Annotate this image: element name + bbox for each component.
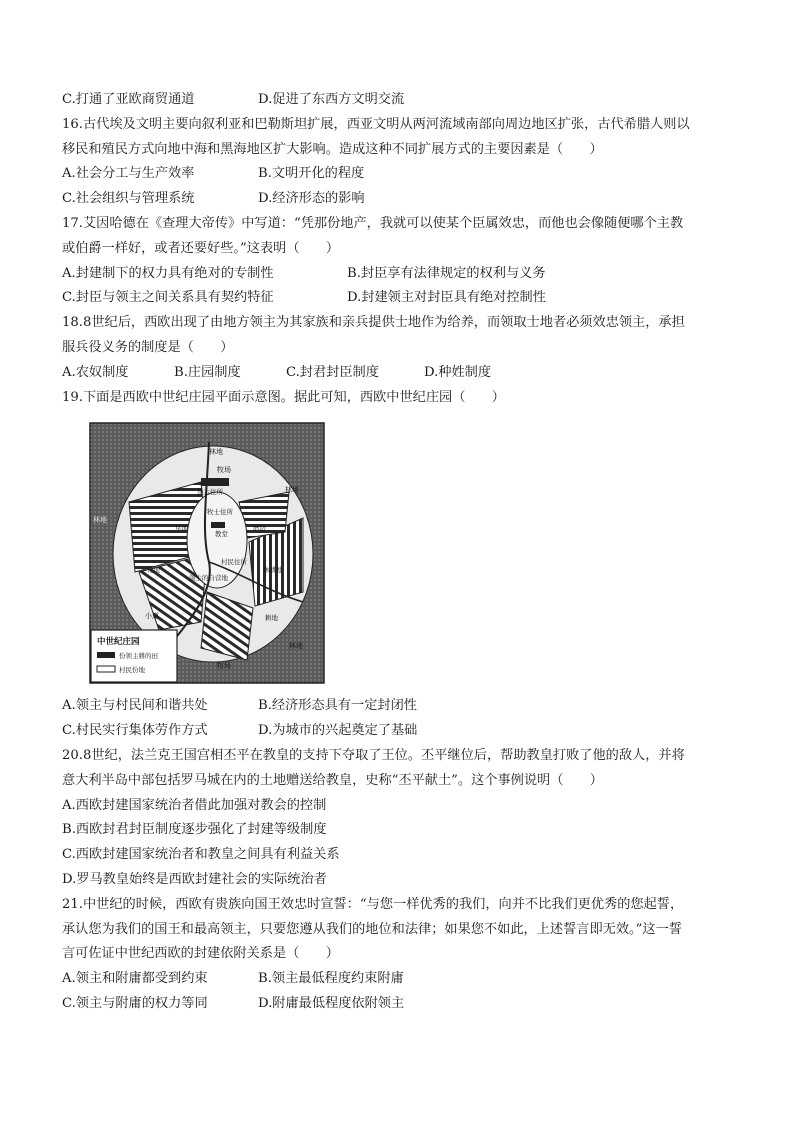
- q20-option-c[interactable]: C.西欧封建国家统治者和教皇之间具有利益关系: [62, 847, 340, 863]
- q20-stem-2: 意大利半岛中部包括罗马城在内的土地赠送给教皇，史称“丕平献土”。这个事例说明（ ）: [62, 772, 603, 788]
- legend-lord-swatch: [97, 652, 115, 658]
- q17-option-c[interactable]: C.封臣与领主之间关系具有契约特征: [62, 290, 274, 306]
- q19-option-c[interactable]: C.村民实行集体劳作方式: [62, 723, 208, 739]
- q16-stem-2: 移民和殖民方式向地中海和黑海地区扩大影响。造成这种不同扩展方式的主要因素是（ ）: [62, 141, 603, 157]
- q18-option-b[interactable]: B.庄园制度: [174, 364, 241, 380]
- label-church: 教堂: [215, 530, 228, 539]
- q20-stem-1: 20.8世纪，法兰克王国宫相丕平在教皇的支持下夺取了王位。丕平继位后，帮助教皇打败了他的敌人，并将: [62, 747, 685, 763]
- q17-option-b[interactable]: B.封臣享有法律规定的权利与义务: [347, 265, 546, 281]
- q17-option-a[interactable]: A.封建制下的权力具有绝对的专制性: [62, 265, 274, 281]
- label-woods-top: 林地: [209, 448, 223, 457]
- q16-options-row-2: [62, 187, 742, 212]
- q17-options-row-1: [62, 262, 742, 287]
- q16-option-d[interactable]: D.经济形态的影响: [258, 191, 365, 207]
- label-woods-left: 林地: [93, 516, 107, 525]
- q16-option-b[interactable]: B.文明开化的程度: [258, 166, 365, 182]
- label-pasture-top: 牧场: [217, 466, 231, 475]
- label-meadow: 草地: [175, 524, 188, 533]
- q17-stem-2: 或伯爵一样好，或者还要好些。”这表明（ ）: [62, 240, 340, 256]
- q19-stem-1: 19.下面是西欧中世纪庄园平面示意图。据此可知，西欧中世纪庄园（ ）: [62, 389, 505, 405]
- label-manor-house: 领主住所: [197, 488, 223, 497]
- q21-options-row-2: [62, 992, 742, 1017]
- label-pasture-bottom: 牧场: [217, 662, 231, 671]
- q18-stem-1: 18.8世纪后，西欧出现了由地方领主为其家族和亲兵提供士地作为给养，而领取士地者必须效忠领主，承担: [62, 315, 685, 331]
- q21-stem-3: 言可佐证中世纪西欧的封建依附关系是（ ）: [62, 946, 339, 962]
- q21-stem-1: 21.中世纪的时候，西欧有贵族向国王效忠时宣誓：“与您一样优秀的我们，向并不比我们更优秀的您起誓，: [62, 896, 684, 912]
- label-priest-house: 牧士住所: [207, 508, 233, 517]
- q21-option-b[interactable]: B.领主最低程度约束附庸: [258, 971, 404, 987]
- exam-page: [62, 88, 742, 1017]
- q20-option-b[interactable]: B.西欧封君封臣制度逐步强化了封建等级制度: [62, 822, 327, 838]
- q20-option-a[interactable]: A.西欧封建国家统治者借此加强对教会的控制: [62, 797, 327, 813]
- q19-options-row-2: [62, 719, 742, 744]
- label-fallow: 休耕地: [263, 566, 283, 575]
- q15-options-row: [62, 88, 742, 113]
- label-wasteland: 荒地: [147, 566, 160, 575]
- label-lord-field: 领主的自营地: [189, 574, 228, 583]
- q17-stem-1: 17.艾因哈德在《查理大帝传》中写道：“凭那份地产，我就可以使某个臣属效忠，而他也会像随便哪个主教: [62, 215, 684, 231]
- q20-option-d[interactable]: D.罗马教皇始终是西欧封建社会的实际统治者: [62, 871, 327, 887]
- q17-options-row-2: [62, 286, 742, 311]
- label-woods-bottom: 林地: [289, 642, 303, 651]
- legend-village-swatch: [97, 666, 115, 672]
- q16-option-a[interactable]: A.社会分工与生产效率: [62, 166, 195, 182]
- manor-house-building: [201, 478, 229, 486]
- q17-option-d[interactable]: D.封建领主对封臣具有绝对控制性: [347, 290, 546, 306]
- label-woods-right: 林地: [285, 486, 299, 495]
- q18-option-c[interactable]: C.封君封臣制度: [286, 364, 379, 380]
- q15-option-c[interactable]: C.打通了亚欧商贸通道: [62, 92, 195, 107]
- q16-option-c[interactable]: C.社会组织与管理系统: [62, 191, 195, 207]
- q19-option-a[interactable]: A.领主与村民间和谐共处: [62, 698, 208, 714]
- legend-title: 中世纪庄园: [97, 637, 140, 648]
- q21-options-row-1: [62, 967, 742, 992]
- label-farmland: 耕地: [265, 614, 278, 623]
- q19-option-b[interactable]: B.经济形态具有一定封闭性: [258, 698, 417, 714]
- q21-option-d[interactable]: D.附庸最低程度依附领主: [258, 995, 405, 1011]
- q18-option-d[interactable]: D.种姓制度: [424, 364, 492, 380]
- q21-option-c[interactable]: C.领主与附庸的权力等同: [62, 995, 208, 1011]
- label-road: 小道: [145, 612, 159, 621]
- church-building: [211, 522, 225, 528]
- manor-map: [89, 422, 325, 684]
- q19-options-row-1: [62, 694, 742, 719]
- q18-stem-2: 服兵役义务的制度是（ ）: [62, 339, 234, 355]
- q19-option-d[interactable]: D.为城市的兴起奠定了基础: [258, 723, 418, 739]
- q21-stem-2: 承认您为我们的国王和最高领主，只要您遵从我们的地位和法律；如果您不如此，上述誓言即无效。”这一誓: [62, 921, 682, 937]
- q18-options-row: [62, 361, 742, 386]
- manor-map-figure: [89, 422, 325, 684]
- q15-option-d[interactable]: D.促进了东西方文明交流: [258, 92, 405, 107]
- label-mill: 磨坊: [253, 524, 266, 533]
- legend-lord-label: 份领主耕的田: [119, 652, 158, 661]
- legend-village-label: 村民份地: [119, 666, 145, 675]
- q16-options-row-1: [62, 162, 742, 187]
- q18-option-a[interactable]: A.农奴制度: [62, 364, 129, 380]
- label-village: 村民住所: [221, 558, 247, 567]
- q16-stem-1: 16.古代埃及文明主要向叙利亚和巴勒斯坦扩展，西亚文明从两河流域南部向周边地区扩张，古代希腊人则以: [62, 116, 690, 132]
- q21-option-a[interactable]: A.领主和附庸都受到约束: [62, 971, 208, 987]
